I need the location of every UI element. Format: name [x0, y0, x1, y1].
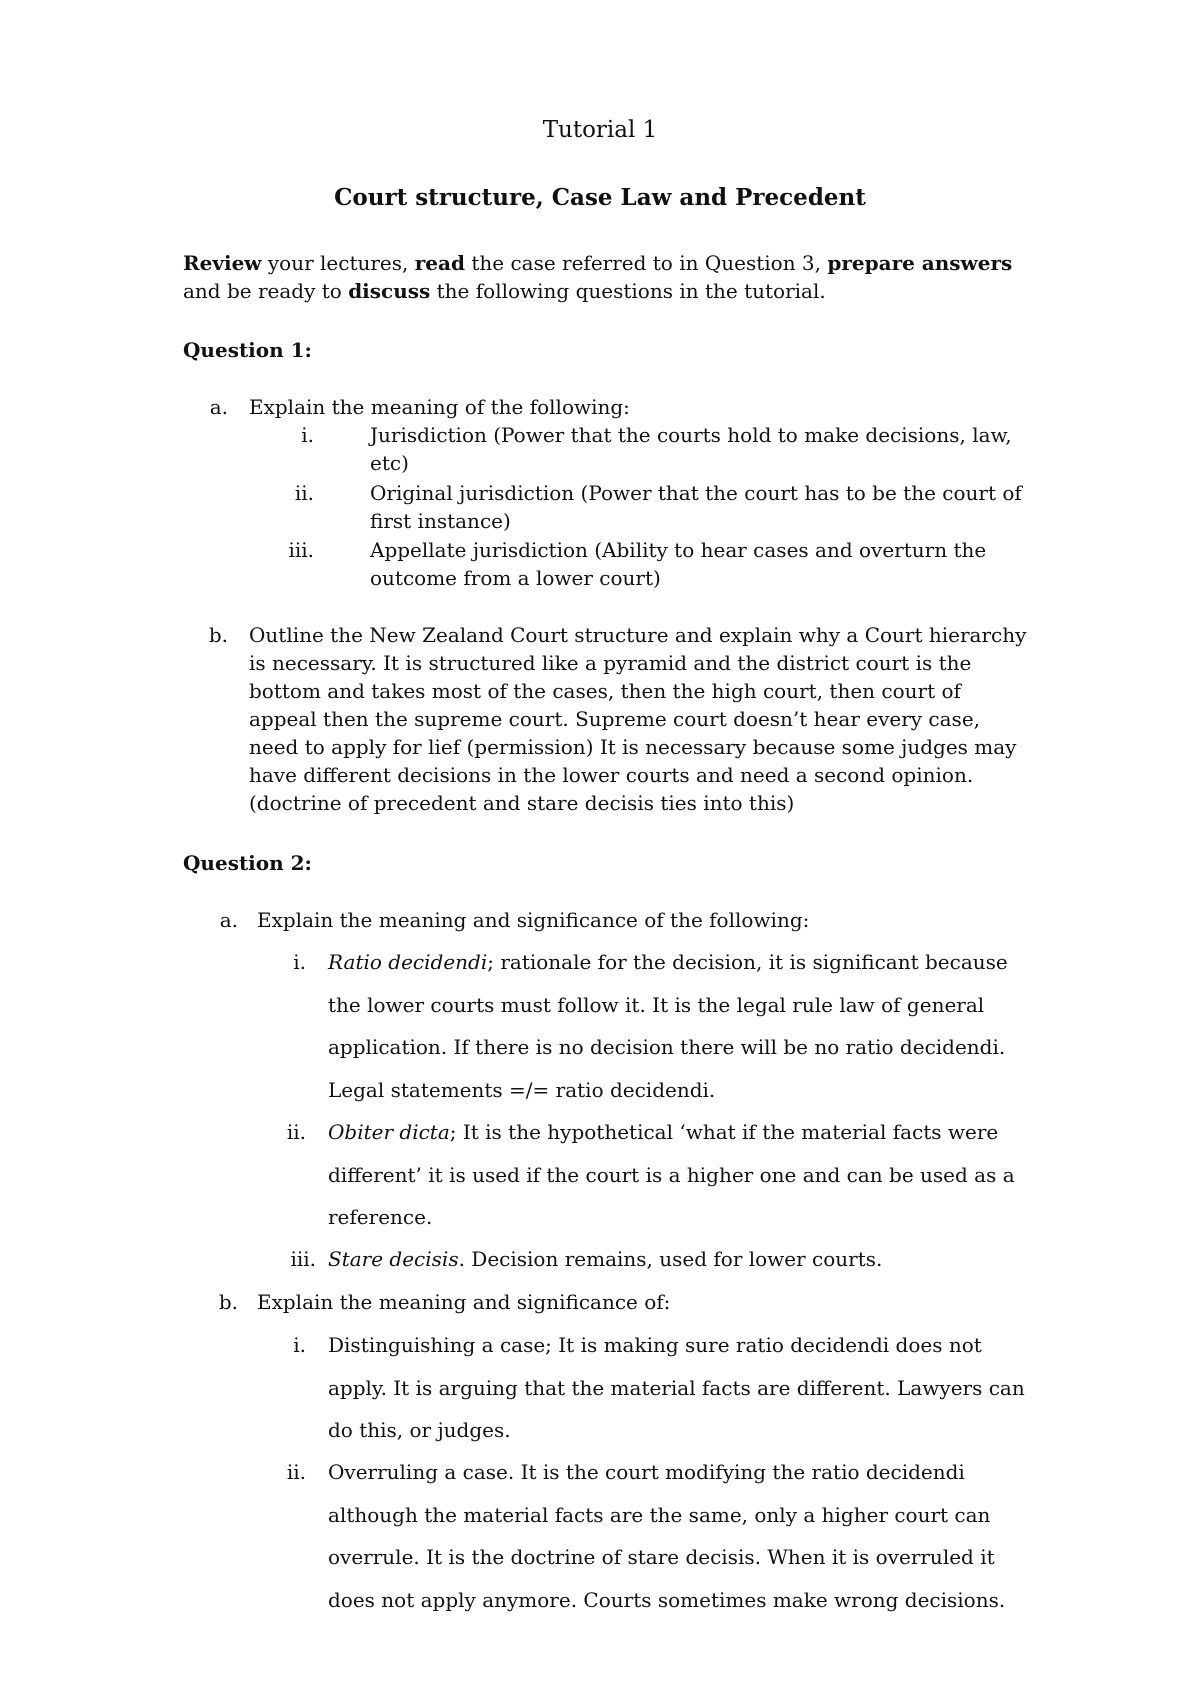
q1-b-text: Outline the New Zealand Court structure and explain why a Court hierarchy is necessary. It is structured like a pyramid and the district court is the bottom and takes most of the cases, then the high court, then court of appeal then the supreme court. Supreme court doesn’t hear every case, need to apply for lief (permission) It is necessary because some judges may have different decisions in the lower courts and need a second opinion. (doctrine of precedent and stare decisis ties into this): [249, 623, 1027, 815]
term-obiter-dicta: Obiter dicta: [328, 1120, 450, 1144]
q2-b-item-marker: i.: [293, 1333, 306, 1357]
question-2-heading: Question 2:: [183, 851, 312, 875]
q1-a-marker: a.: [209, 395, 228, 419]
term-ratio-decidendi: Ratio decidendi: [328, 950, 488, 974]
q1-item-marker: iii.: [288, 538, 314, 562]
q1-item-appellate-jurisdiction: Appellate jurisdiction (Ability to hear cases and overturn the outcome from a lower court): [370, 538, 987, 590]
intro-review: Review: [183, 251, 262, 275]
q1-b-marker: b.: [208, 623, 228, 647]
term-stare-decisis: Stare decisis: [328, 1247, 459, 1271]
q2-a-text: Explain the meaning and significance of the following:: [257, 908, 810, 932]
q2-a-item-marker: iii.: [290, 1247, 316, 1271]
q2-b-text: Explain the meaning and significance of:: [257, 1290, 671, 1314]
q1-item-jurisdiction: Jurisdiction (Power that the courts hold to make decisions, law, etc): [370, 423, 1012, 475]
intro-prepare-answers: prepare answers: [827, 251, 1013, 275]
q1-item-marker: ii.: [294, 481, 314, 505]
q2-item-stare-decisis: Stare decisis. Decision remains, used for lower courts.: [328, 1247, 883, 1271]
q2-item-distinguishing: Distinguishing a case; It is making sure ratio decidendi does not apply. It is arguing that the material facts are different. Lawyers can do this, or judges.: [328, 1333, 1025, 1442]
q1-a-text: Explain the meaning of the following:: [249, 395, 630, 419]
q2-a-item-marker: i.: [293, 950, 306, 974]
q2-item-obiter-dicta: Obiter dicta; It is the hypothetical ‘what if the material facts were different’ it is used if the court is a higher one and can be used as a reference.: [328, 1120, 1015, 1229]
page-subtitle: Court structure, Case Law and Precedent: [334, 184, 866, 211]
q2-a-marker: a.: [219, 908, 238, 932]
q1-item-original-jurisdiction: Original jurisdiction (Power that the court has to be the court of first instance): [370, 481, 1022, 533]
page-title: Tutorial 1: [542, 117, 658, 143]
intro-line-2: and be ready to discuss the following questions in the tutorial.: [183, 279, 826, 303]
q2-b-item-marker: ii.: [286, 1460, 306, 1484]
q2-a-item-marker: ii.: [286, 1120, 306, 1144]
q1-item-marker: i.: [301, 423, 314, 447]
q2-b-marker: b.: [218, 1290, 238, 1314]
intro-read: read: [414, 251, 465, 275]
q2-item-overruling: Overruling a case. It is the court modifying the ratio decidendi although the material facts are the same, only a higher court can overrule. It is the doctrine of stare decisis. When it is overruled it does not apply anymore. Courts sometimes make wrong decisions.: [328, 1460, 1006, 1612]
intro-discuss: discuss: [348, 279, 431, 303]
q2-item-ratio-decidendi: Ratio decidendi; rationale for the decision, it is significant because the lower courts must follow it. It is the legal rule law of general application. If there is no decision there will be no ratio decidendi. Legal statements =/= ratio decidendi.: [328, 950, 1008, 1102]
intro-line-1: Review your lectures, read the case referred to in Question 3, prepare answers: [183, 251, 1013, 275]
question-1-heading: Question 1:: [183, 338, 312, 362]
